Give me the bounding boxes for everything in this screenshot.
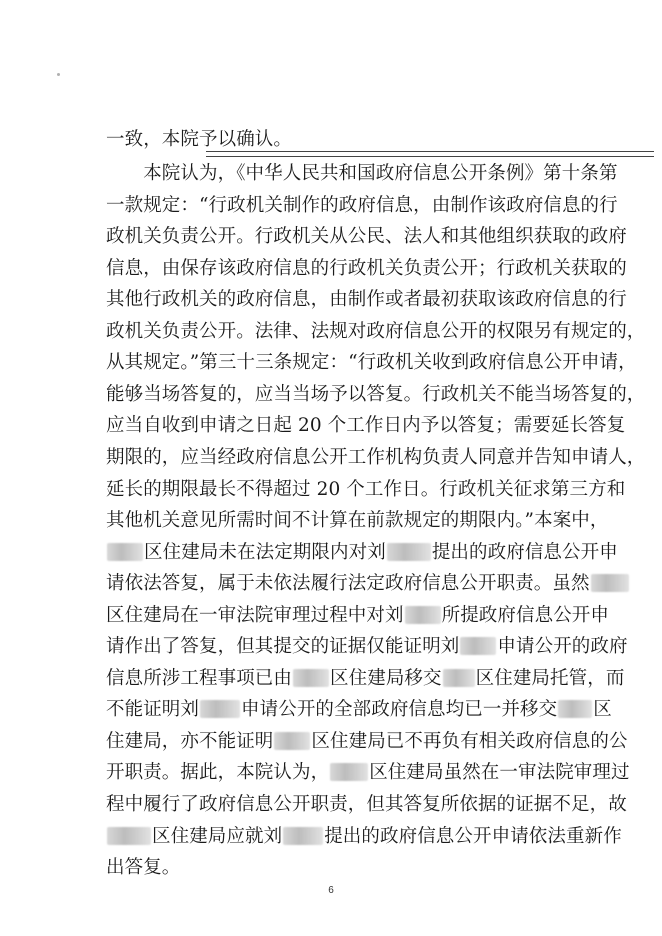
body-line [106, 352, 637, 374]
line-text: 区住建局托管，而 [475, 667, 625, 689]
body-line [106, 258, 626, 280]
top-line: 一致，本院予以确认。 [106, 129, 293, 150]
divider-rule-top [206, 151, 654, 152]
body-line [106, 636, 626, 658]
line-text: 政机关负责公开。法律、法规对政府信息公开的权限另有规定的， [106, 320, 646, 342]
body-line [106, 510, 626, 532]
redacted-name [460, 637, 496, 655]
line-text: 政机关负责公开。行政机关从公民、法人和其他组织获取的政府 [106, 226, 627, 248]
line-text: 不能证明刘 [106, 699, 200, 721]
line-text: 提出的政府信息公开申 [431, 541, 618, 563]
line-text: 从其规定。”第三十三条规定：“行政机关收到政府信息公开申请， [106, 352, 637, 374]
line-text: 所提政府信息公开申 [441, 604, 610, 626]
line-text: 区住建局在一审法院审理过程中对刘 [106, 604, 404, 626]
line-text: 申请公开的政府 [497, 636, 628, 658]
body-line [106, 415, 626, 437]
line-text: 请依法答复，属于未依法履行法定政府信息公开职责。虽然 [106, 573, 590, 595]
body-line [106, 826, 626, 848]
line-text: 区 [593, 699, 612, 721]
line-text: 住建局，亦不能证明 [106, 730, 274, 752]
line-text: 信息，由保存该政府信息的行政机关负责公开；行政机关获取的 [106, 257, 627, 279]
redacted-name [283, 827, 323, 845]
redacted-name [107, 543, 143, 561]
scan-speck [57, 73, 60, 76]
body-line [106, 446, 646, 469]
line-text: 延长的期限最长不得超过 20 个工作日。行政机关征求第三方和 [106, 478, 626, 500]
body-line [106, 668, 626, 690]
redacted-name [274, 732, 310, 750]
line-text: 出答复。 [106, 857, 181, 879]
divider-rule-bottom [206, 156, 654, 157]
body-line [106, 383, 646, 406]
body-line [106, 857, 626, 879]
line-text: 能够当场答复的，应当当场予以答复。行政机关不能当场答复的， [106, 383, 646, 405]
body-line [106, 699, 626, 721]
redacted-name [107, 827, 151, 845]
redacted-name [330, 763, 368, 781]
body-line [106, 289, 626, 311]
body-line [106, 605, 626, 627]
body-line [106, 226, 626, 248]
line-text: 一款规定：“行政机关制作的政府信息，由制作该政府信息的行 [106, 194, 618, 216]
line-text: 应当自收到申请之日起 20 个工作日内予以答复；需要延长答复 [106, 415, 626, 437]
line-text: 信息所涉工程事项已由 [106, 667, 293, 689]
body-line [106, 479, 626, 501]
body-line [106, 542, 626, 564]
line-text: 区住建局已不再负有相关政府信息的公 [311, 730, 628, 752]
redacted-name [558, 700, 592, 718]
redacted-name [293, 669, 329, 687]
body-line [106, 163, 626, 185]
body-line [106, 731, 626, 753]
redacted-name [591, 574, 629, 592]
body-line [106, 195, 626, 217]
line-text: 程中履行了政府信息公开职责，但其答复所依据的证据不足，故 [106, 794, 627, 815]
line-text: 开职责。据此，本院认为， [106, 762, 330, 784]
line-text: 请作出了答复，但其提交的证据仅能证明刘 [106, 636, 460, 658]
line-text: 区住建局虽然在一审法院审理过 [369, 762, 630, 784]
line-text: 本院认为，《中华人民共和国政府信息公开条例》第十条第 [106, 163, 618, 184]
redacted-name [405, 606, 441, 624]
line-text: 提出的政府信息公开申请依法重新作 [324, 825, 622, 847]
body-line [106, 762, 630, 784]
line-text: 申请公开的全部政府信息均已一并移交 [241, 699, 558, 721]
body-line [106, 573, 626, 595]
redacted-name [200, 700, 240, 718]
redacted-name [443, 669, 475, 687]
redacted-name [387, 543, 431, 561]
line-text: 区住建局未在法定期限内对刘 [144, 541, 386, 563]
line-text: 期限的，应当经政府信息公开工作机构负责人同意并告知申请人， [106, 446, 646, 468]
line-text: 区住建局应就刘 [152, 825, 283, 847]
line-text: 其他机关意见所需时间不计算在前款规定的期限内。”本案中， [106, 510, 609, 532]
body-line [106, 320, 646, 343]
page-number: 6 [328, 885, 334, 896]
line-text: 区住建局移交 [330, 667, 442, 689]
line-text: 其他行政机关的政府信息，由制作或者最初获取该政府信息的行 [106, 289, 627, 311]
body-line [106, 794, 626, 816]
